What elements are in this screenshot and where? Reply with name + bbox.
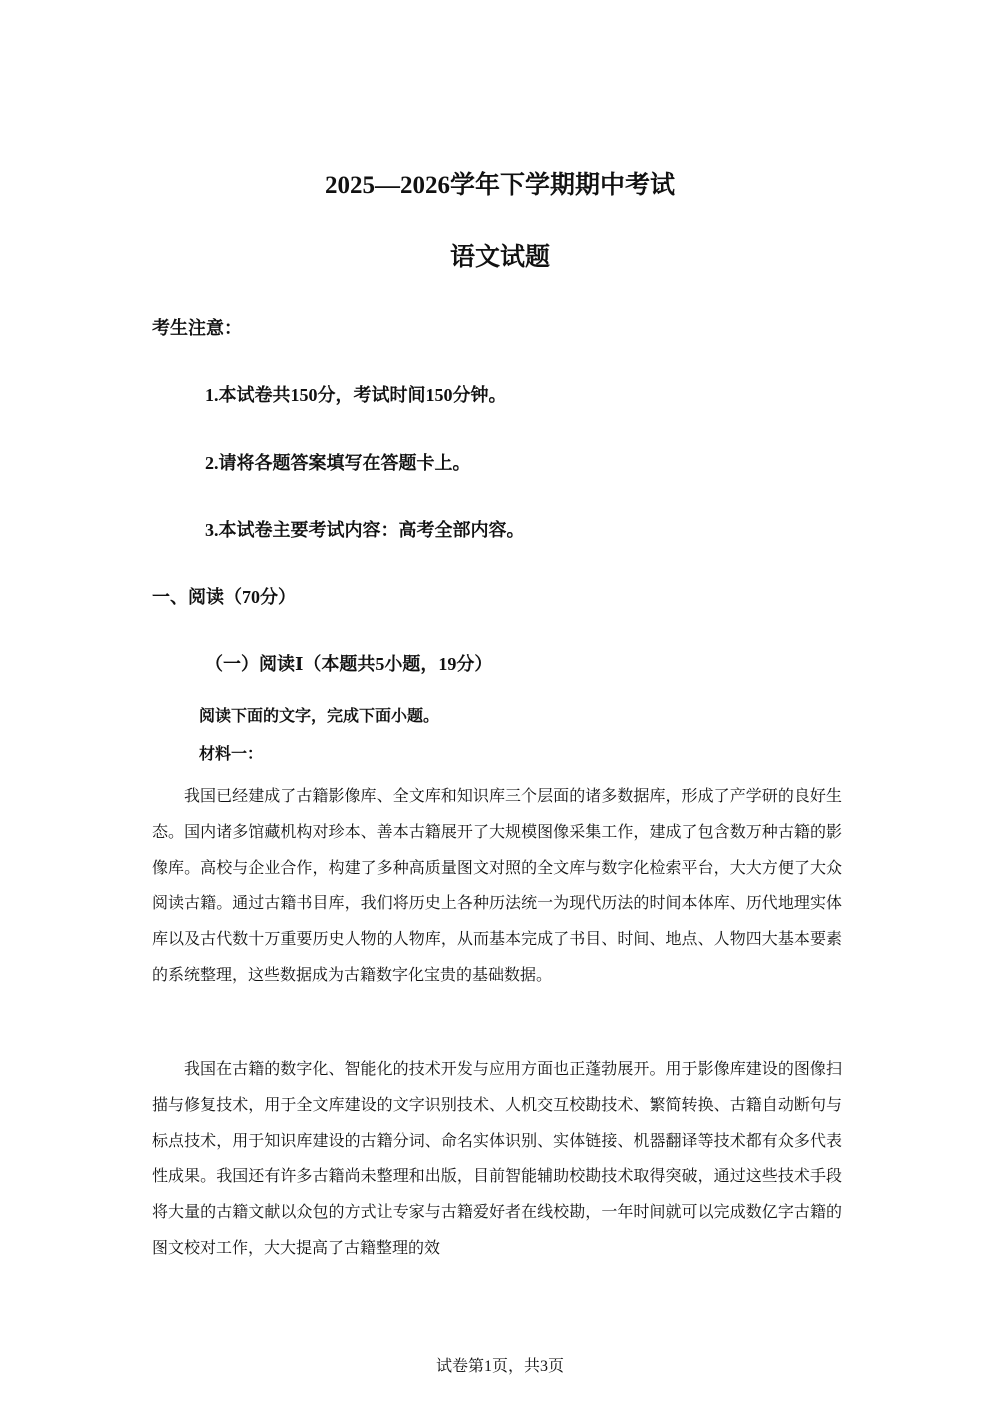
subsection-heading: （一）阅读Ⅰ（本题共5小题，19分） (205, 654, 493, 674)
notice-item: 3.本试卷主要考试内容：高考全部内容。 (205, 520, 525, 540)
page-footer: 试卷第1页，共3页 (435, 1358, 564, 1375)
material-paragraph: 我国在古籍的数字化、智能化的技术开发与应用方面也正蓬勃展开。用于影像库建设的图像扫描与修复技术，用于全文库建设的文字识别技术、人机交互校勘技术、繁简转换、古籍自动断句与标点技术，用于知识库建设的古籍分词、命名实体识别、实体链接、机器翻译等技术都有众多代表性成果。我国还有许多古籍尚未整理和出版，目前智能辅助校勘技术取得突破，通过这些技术手段将大量的古籍文献以众包的方式让专家与古籍爱好者在线校勘，一年时间就可以完成数亿字古籍的图文校对工作，大大提高了古籍整理的效 (152, 1061, 842, 1257)
notice-heading: 考生注意： (152, 318, 242, 338)
notice-item: 2.请将各题答案填写在答题卡上。 (205, 453, 471, 473)
reading-instruction: 阅读下面的文字，完成下面小题。 (199, 708, 440, 725)
material-paragraph: 我国已经建成了古籍影像库、全文库和知识库三个层面的诸多数据库，形成了产学研的良好生态。国内诸多馆藏机构对珍本、善本古籍展开了大规模图像采集工作，建成了包含数万种古籍的影像库。高校与企业合作，构建了多种高质量图文对照的全文库与数字化检索平台，大大方便了大众阅读古籍。通过古籍书目库，我们将历史上各种历法统一为现代历法的时间本体库、历代地理实体库以及古代数十万重要历史人物的人物库，从而基本完成了书目、时间、地点、人物四大基本要素的系统整理，这些数据成为古籍数字化宝贵的基础数据。 (152, 788, 842, 984)
material-label: 材料一： (199, 746, 264, 763)
section-heading: 一、阅读（70分） (152, 587, 296, 607)
exam-title: 2025—2026学年下学期期中考试 (324, 172, 675, 199)
exam-subject: 语文试题 (449, 244, 550, 271)
notice-item: 1.本试卷共150分，考试时间150分钟。 (205, 385, 507, 405)
